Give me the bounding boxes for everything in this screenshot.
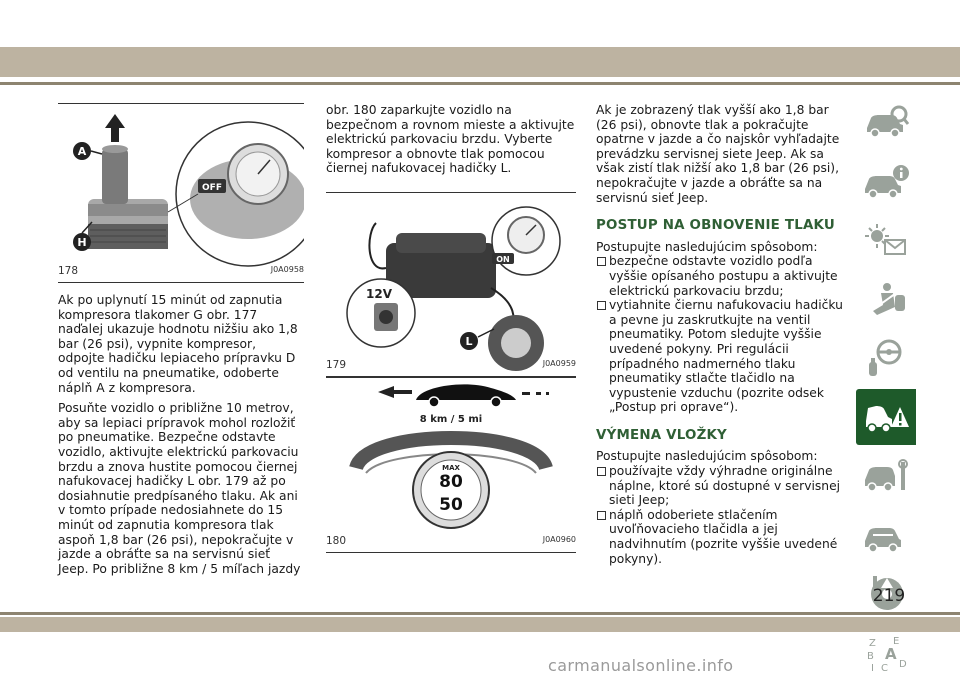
checkbox-bullet-icon	[597, 511, 606, 520]
footer-rule	[0, 612, 960, 615]
off-button-label: OFF	[202, 183, 222, 193]
chapter-tab-car-breakdown[interactable]	[856, 389, 916, 445]
svg-text:A: A	[77, 145, 87, 158]
alphabetical-index-icon	[863, 633, 909, 673]
list-item: bezpečne odstavte vozidlo podľa vyššie opísaného postupu a aktivujte elektrickú parkovaciu brzdu;	[596, 254, 846, 298]
steering-wheel-key-icon	[863, 338, 909, 378]
svg-text:E: E	[893, 636, 900, 647]
distance-label: 8 km / 5 mi	[419, 413, 483, 425]
paragraph: Postupujte nasledujúcim spôsobom:	[596, 449, 818, 464]
svg-text:B: B	[867, 651, 874, 662]
callout-a	[73, 142, 102, 160]
compressor-illustration	[58, 104, 304, 284]
figure-178	[58, 103, 304, 283]
column-3	[596, 103, 846, 566]
section-heading: POSTUP NA OBNOVENIE TLAKU	[596, 218, 835, 234]
chapter-tab-seatbelt-airbag[interactable]	[856, 271, 916, 327]
car-service-tools-icon	[863, 458, 909, 494]
car-info-icon	[863, 163, 909, 199]
figure-179	[326, 192, 576, 377]
figure-number: 179	[326, 359, 347, 372]
svg-text:L: L	[465, 334, 473, 348]
figure-code: J0A0958	[270, 265, 304, 275]
chapter-tab-warning-lights[interactable]	[856, 212, 916, 268]
car-specs-icon	[863, 517, 909, 553]
list-item: používajte vždy výhradne originálne náplne, ktoré sú dostupné v servisnej sieti Jeep;	[596, 464, 846, 508]
svg-text:H: H	[77, 236, 87, 249]
paragraph: Posuňte vozidlo o približne 10 metrov, aby sa lepiaci prípravok mohol rozložiť po pneumatike. Bezpečne odstavte vozidlo, aktivujte elektrickú parkovaciu brzdu a znova hustite pomocou čiernej nafukovacej hadičky L obr. 179 až po dosiahnutie predpísaného tlaku. Ak ani v tomto prípade nedosiahnete do 15 minút od zapnutia kompresora tlak aspoň 1,8 bar (26 psi), nepokračujte v jazde a obráťte sa na servisnú sieť Jeep. Po približne 8 km / 5 míľach jazdy	[58, 401, 301, 576]
paragraph: Ak po uplynutí 15 minút od zapnutia kompresora tlakomer G obr. 177 naďalej ukazuje hodnotu nižšiu ako 1,8 bar (26 psi), vypnite kompresor, odpojte hadičku lepiaceho prípravku D od ventilu na pneumatike, odoberte náplň A z kompresora.	[58, 293, 298, 395]
car-breakdown-icon	[862, 399, 910, 435]
svg-text:C: C	[881, 663, 888, 673]
chapter-tab-car-magnifier[interactable]	[856, 94, 916, 150]
svg-text:D: D	[899, 659, 907, 670]
car-magnifier-icon	[863, 104, 909, 140]
checkbox-bullet-icon	[597, 467, 606, 476]
figure-code: J0A0959	[542, 359, 576, 369]
column-1	[58, 103, 304, 582]
column-2	[326, 103, 576, 563]
paragraph: obr. 180 zaparkujte vozidlo na bezpečnom a rovnom mieste a aktivujte elektrickú parkovaciu brzdu. Vyberte kompresor a obnovte tlak pomocou čiernej nafukovacej hadičky L.	[326, 103, 575, 176]
checkbox-bullet-icon	[597, 257, 606, 266]
svg-text:A: A	[885, 645, 897, 663]
list-item: náplň odoberiete stlačením uvoľňovacieho tlačidla a jej nadvihnutím (pozrite vyššie uvedené pokyny).	[596, 508, 846, 566]
inflation-hose-illustration	[326, 193, 576, 378]
figure-code: J0A0960	[542, 535, 576, 545]
sign-speed-bottom: 50	[439, 494, 463, 515]
on-button-label: ON	[496, 254, 510, 264]
svg-text:Z: Z	[869, 638, 876, 649]
paragraph: Ak je zobrazený tlak vyšší ako 1,8 bar (26 psi), obnovte tlak a pokračujte opatrne v jazde a čo najskôr vyhľadajte prevádzku servisnej siete Jeep. Ak sa však zistí tlak nižší ako 1,8 bar (26 psi), nepokračujte v jazde a obráťte sa na servisnú sieť Jeep.	[596, 103, 840, 205]
sign-speed-top: 80	[439, 471, 463, 492]
chapter-tab-car-info[interactable]	[856, 153, 916, 209]
chapter-tab-steering-wheel-key[interactable]	[856, 330, 916, 386]
sign-max-label: MAX	[442, 463, 460, 472]
header-rule	[0, 82, 960, 85]
chapter-tab-car-service-tools[interactable]	[856, 448, 916, 504]
figure-number: 180	[326, 535, 347, 548]
speed-limit-illustration	[326, 378, 576, 554]
seatbelt-airbag-icon	[863, 281, 909, 317]
svg-text:I: I	[871, 663, 874, 673]
paragraph: Postupujte nasledujúcim spôsobom:	[596, 239, 818, 254]
watermark: carmanualsonline.info	[548, 656, 734, 675]
section-heading: VÝMENA VLOŽKY	[596, 427, 727, 443]
page-number: 219	[872, 586, 906, 606]
figure-180	[326, 377, 576, 553]
footer-band	[0, 617, 960, 632]
chapter-tab-car-specs[interactable]	[856, 507, 916, 563]
warning-lights-icon	[863, 222, 909, 258]
list-item: vytiahnite čiernu nafukovaciu hadičku a pevne ju zaskrutkujte na ventil pneumatiky. Potom sledujte vyššie uvedené pokyny. Pri regulácii prípadného nadmerného tlaku pneumatiky stlačte tlačidlo na vypustenie vzduchu (pozrite odsek „Postup pri oprave“).	[596, 298, 846, 415]
chapter-tab-alphabetical-index[interactable]	[856, 625, 916, 678]
header-band	[0, 47, 960, 77]
checkbox-bullet-icon	[597, 301, 606, 310]
figure-number: 178	[58, 265, 79, 278]
socket-label: 12V	[366, 286, 392, 301]
